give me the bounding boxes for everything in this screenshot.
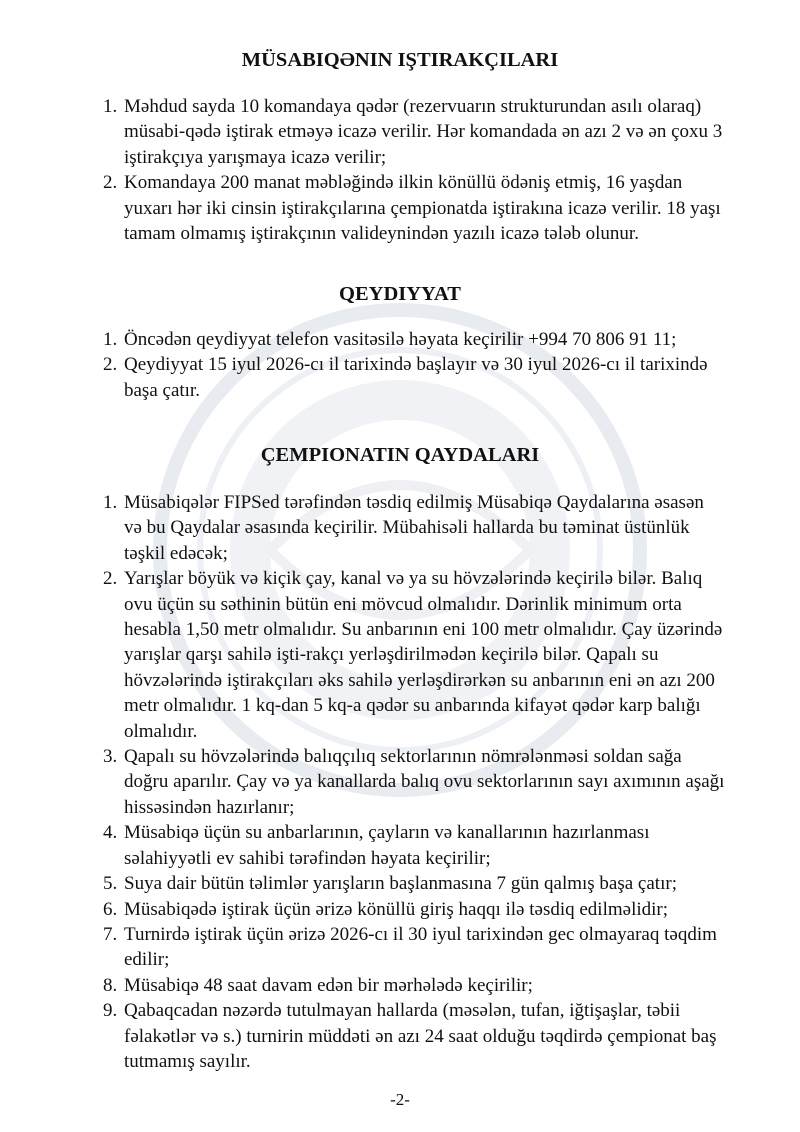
list-item-text: Müsabiqə üçün su anbarlarının, çayların və kanallarının hazırlanması səlahiyyətli ev sahibi tərəfindən həyata keçirilir; (124, 822, 650, 869)
list-item (103, 820, 725, 871)
list-number: 4. (103, 822, 118, 844)
list-item (103, 897, 725, 922)
list-item (103, 352, 725, 403)
section-title-participants: MÜSABIQƏNIN IŞTIRAKÇILARI (241, 49, 559, 71)
list-item-text: Turnirdə iştirak üçün ərizə 2026-cı il 30 iyul tarixindən gec olmayaraq təqdim edilir; (124, 923, 717, 971)
list-number: 1. (103, 492, 118, 513)
section-title-registration: QEYDIYYAT (339, 283, 461, 305)
list-item-text: Qapalı su hövzələrində balıqçılıq sektorlarının nömrələnməsi soldan sağa doğru aparılır. Çay və ya kanallarda balıq ovu sektorlarının sayı axımının aşağı hissəsindən hazırlanır; (124, 746, 725, 818)
section-title-rules: ÇEMPIONATIN QAYDALARI (260, 444, 540, 466)
list-number: 6. (103, 898, 118, 920)
list-number: 2. (103, 568, 118, 590)
list-item-text: Qabaqcadan nəzərdə tutulmayan hallarda (məsələn, tufan, iğtişaşlar, təbii fəlakətlər və s.) turnirin müddəti ən azı 24 saat olduğu təqdirdə çempionat baş tutmamış sayılır. (124, 1000, 717, 1072)
list-item (103, 566, 725, 744)
list-number: 9. (103, 1000, 118, 1022)
list-item (103, 871, 725, 896)
list-item-text: Komandaya 200 manat məbləğində ilkin könüllü ödəniş etmiş, 16 yaşdan yuxarı hər iki cinsin iştirakçılarına çempionatda iştirakına icazə verilir. 18 yaşı tamam olmamış iştirakçının valideynindən yazılı icazə tələb olunur. (124, 172, 721, 245)
list-number: 1. (103, 329, 118, 350)
list-item (103, 973, 725, 998)
list-item-text: Yarışlar böyük və kiçik çay, kanal və ya su hövzələrində keçirilə bilər. Balıq ovu üçün su səthinin bütün eni mövcud olmalıdır. Dərinlik minimum orta hesabla 1,50 metr olmalıdır. Su anbarının eni 100 metr olmalıdır. Çay üzərində yarışlar qarşı sahilə işti-rakçı yerləşdirilmədən keçirilə bilər. Qapalı su hövzələrində iştirakçıları əks sahilə yerləşdirərkən su anbarının eni ən azı 200 metr olmalıdır. 1 kq-dan 5 kq-a qədər su anbarında kifayət qədər karp balığı olmalıdır. (124, 568, 723, 742)
list-item-text: Suya dair bütün təlimlər yarışların başlanmasına 7 gün qalmış başa çatır; (124, 873, 677, 895)
registration-list (103, 327, 725, 403)
page-number: -2- (390, 1090, 410, 1109)
list-number: 5. (103, 873, 118, 895)
list-item (103, 327, 725, 352)
list-number: 3. (103, 746, 118, 768)
participants-list (103, 94, 725, 246)
list-number: 1. (103, 96, 118, 117)
list-number: 2. (103, 354, 118, 376)
list-item-text: Məhdud sayda 10 komandaya qədər (rezervuarın strukturundan asılı olaraq) müsabi-qədə iştirak etməyə icazə verilir. Hər komandada ən azı 2 və ən çoxu 3 iştirakçıya yarışmaya icazə verilir; (124, 96, 723, 168)
list-item-text: Qeydiyyat 15 iyul 2026-cı il tarixində başlayır və 30 iyul 2026-cı il tarixində başa çatır. (124, 354, 708, 401)
list-item-text: Müsabiqədə iştirak üçün ərizə könüllü giriş haqqı ilə təsdiq edilməlidir; (124, 898, 669, 920)
list-item (103, 490, 725, 566)
list-item (103, 998, 725, 1074)
list-item (103, 170, 725, 246)
list-number: 7. (103, 923, 118, 945)
list-item (103, 94, 725, 170)
list-item-text: Öncədən qeydiyyat telefon vasitəsilə həyata keçirilir +994 70 806 91 11; (124, 329, 677, 350)
list-number: 2. (103, 172, 118, 194)
list-item-text: Müsabiqələr FIPSed tərəfindən təsdiq edilmiş Müsabiqə Qaydalarına əsasən və bu Qaydalar əsasında keçirilir. Mübahisəli hallarda bu təminat üstünlük təşkil edəcək; (124, 492, 704, 564)
list-item-text: Müsabiqə 48 saat davam edən bir mərhələdə keçirilir; (124, 974, 533, 996)
list-number: 8. (103, 974, 118, 996)
list-item (103, 922, 725, 973)
list-item (103, 744, 725, 820)
rules-list (103, 490, 725, 1074)
